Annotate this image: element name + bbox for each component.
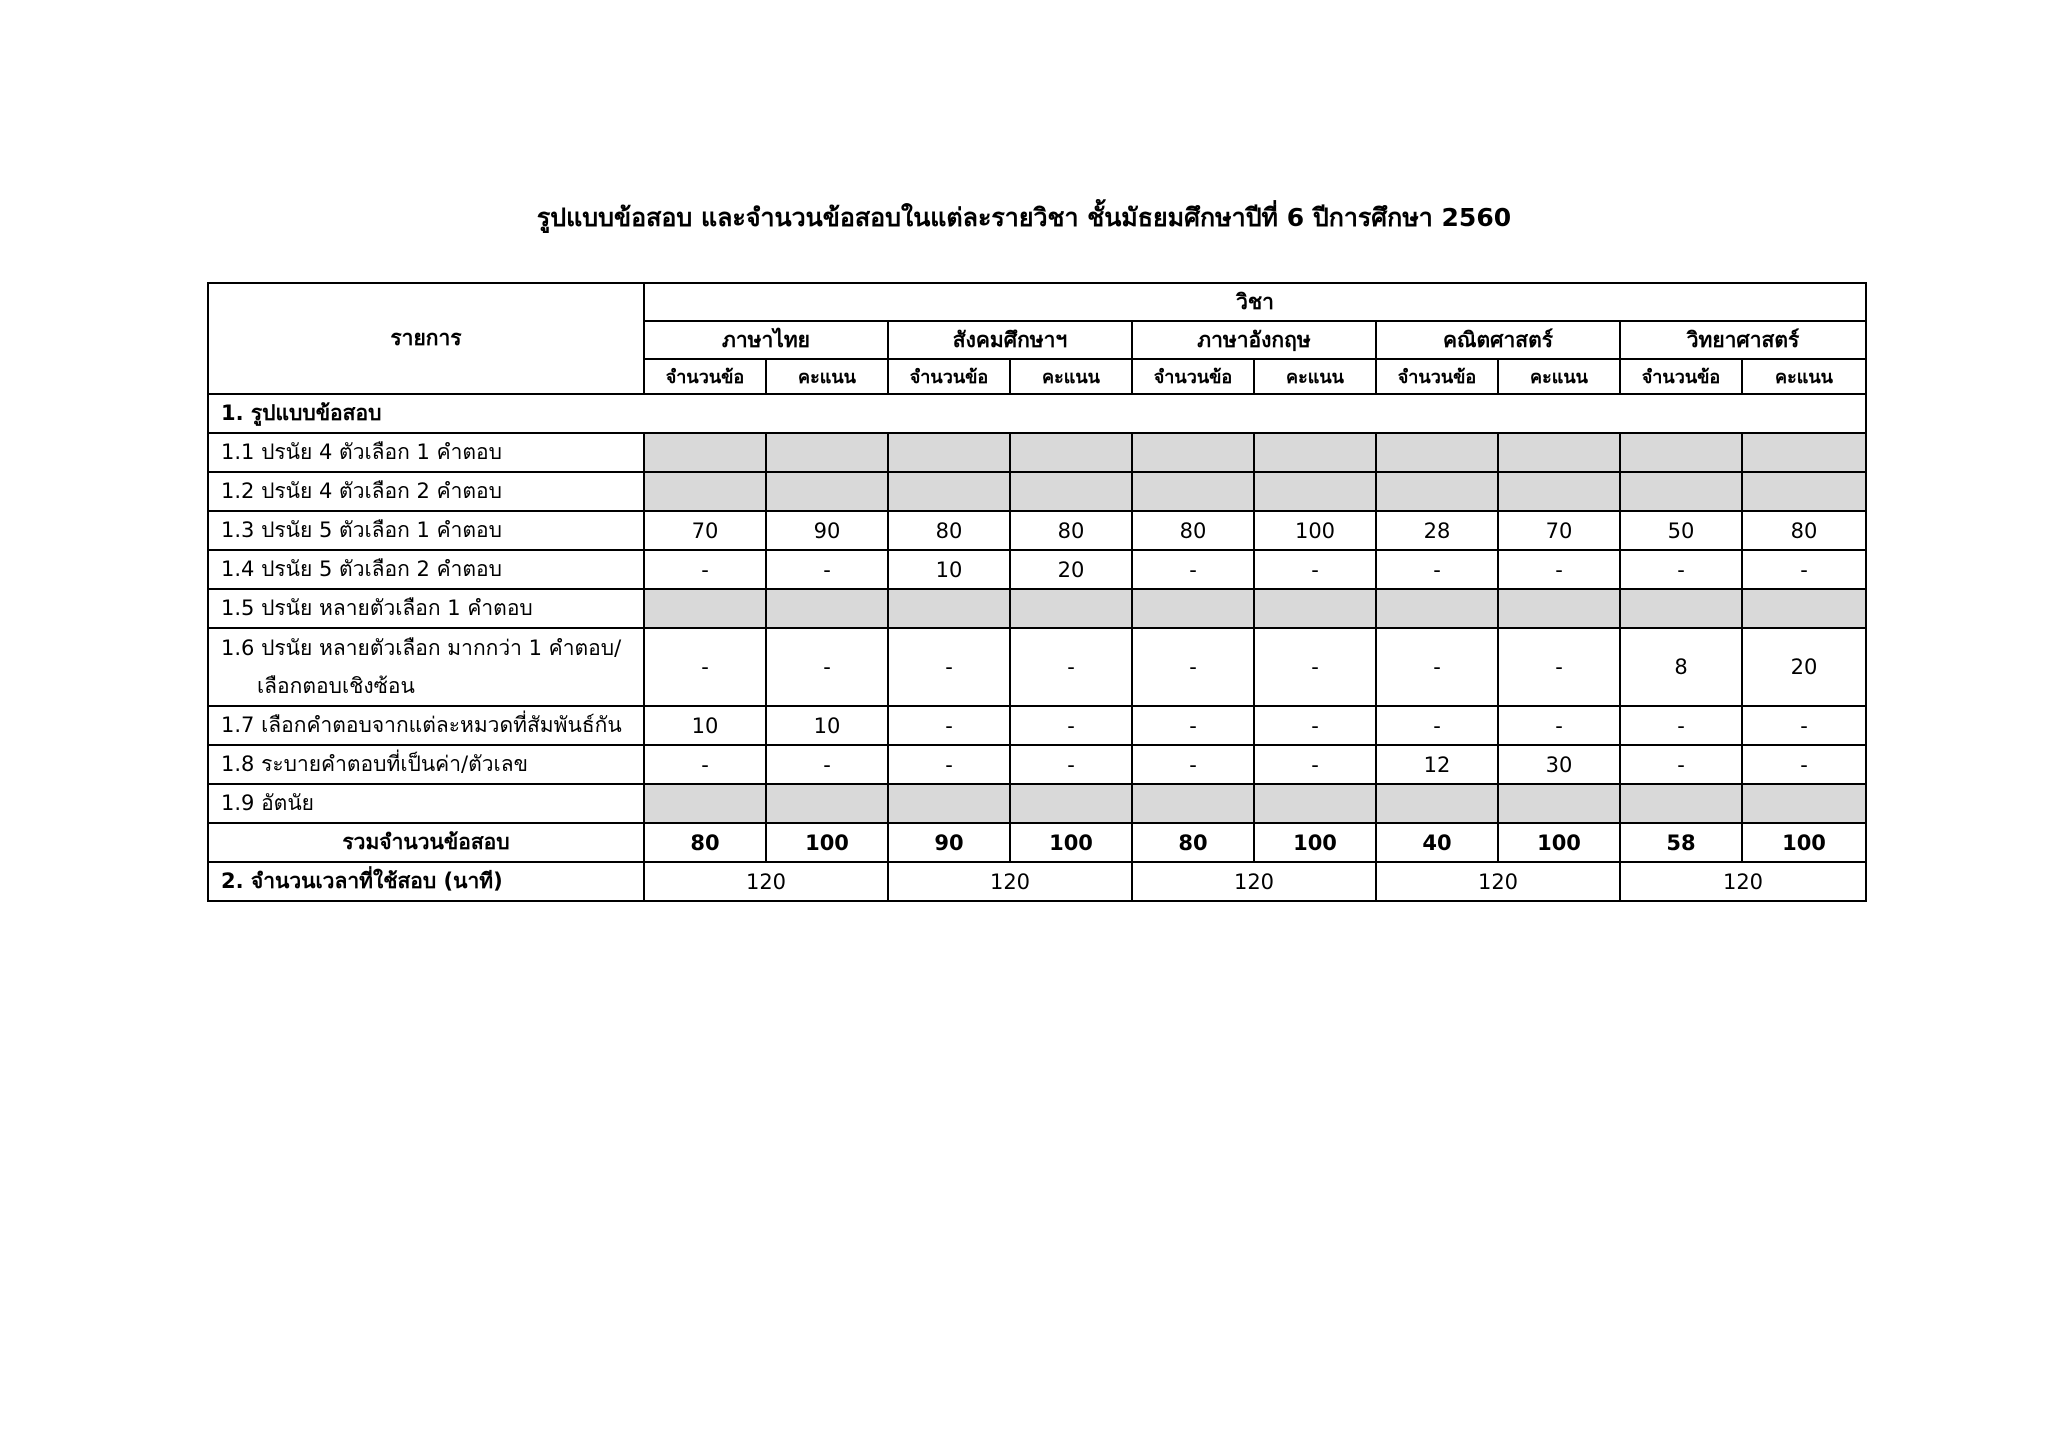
row-label: 1.7 เลือกคำตอบจากแต่ละหมวดที่สัมพันธ์กัน bbox=[208, 706, 644, 745]
cell-score: - bbox=[1254, 550, 1376, 589]
cell-score: 10 bbox=[766, 706, 888, 745]
subheader-count: จำนวนข้อ bbox=[1376, 359, 1498, 394]
cell-score: 20 bbox=[1010, 550, 1132, 589]
section-1-label: 1. รูปแบบข้อสอบ bbox=[208, 394, 1866, 433]
cell-count bbox=[1132, 472, 1254, 511]
subheader-count: จำนวนข้อ bbox=[644, 359, 766, 394]
subheader-count: จำนวนข้อ bbox=[1620, 359, 1742, 394]
table-row bbox=[208, 628, 1866, 706]
table-row bbox=[208, 589, 1866, 628]
cell-score bbox=[766, 433, 888, 472]
cell-score bbox=[1742, 589, 1866, 628]
total-score: 100 bbox=[1742, 823, 1866, 862]
row-label-line1: 1.6 ปรนัย หลายตัวเลือก มากกว่า 1 คำตอบ/ bbox=[221, 636, 622, 660]
total-score: 100 bbox=[1498, 823, 1620, 862]
cell-score bbox=[1742, 472, 1866, 511]
cell-count: 10 bbox=[644, 706, 766, 745]
cell-score bbox=[1742, 433, 1866, 472]
cell-count: 8 bbox=[1620, 628, 1742, 706]
cell-score: - bbox=[766, 745, 888, 784]
cell-count bbox=[644, 589, 766, 628]
subject-header-social: สังคมศึกษาฯ bbox=[888, 321, 1132, 359]
table-row bbox=[208, 433, 1866, 472]
cell-score: - bbox=[766, 628, 888, 706]
row-label: 1.5 ปรนัย หลายตัวเลือก 1 คำตอบ bbox=[208, 589, 644, 628]
table-row bbox=[208, 706, 1866, 745]
cell-count bbox=[1620, 784, 1742, 823]
total-score: 100 bbox=[1010, 823, 1132, 862]
cell-score: - bbox=[1498, 706, 1620, 745]
total-count: 80 bbox=[644, 823, 766, 862]
cell-count bbox=[1132, 589, 1254, 628]
cell-count bbox=[888, 433, 1010, 472]
subheader-count: จำนวนข้อ bbox=[888, 359, 1010, 394]
item-column-header: รายการ bbox=[208, 283, 644, 394]
cell-score: - bbox=[1010, 745, 1132, 784]
cell-score: 90 bbox=[766, 511, 888, 550]
subject-header-science: วิทยาศาสตร์ bbox=[1620, 321, 1866, 359]
cell-count bbox=[888, 472, 1010, 511]
cell-score: - bbox=[1742, 745, 1866, 784]
cell-count bbox=[1620, 472, 1742, 511]
cell-count: 50 bbox=[1620, 511, 1742, 550]
table-row bbox=[208, 745, 1866, 784]
cell-count: - bbox=[1620, 706, 1742, 745]
subheader-score: คะแนน bbox=[1010, 359, 1132, 394]
cell-score bbox=[1498, 433, 1620, 472]
cell-score: 20 bbox=[1742, 628, 1866, 706]
row-label: 1.1 ปรนัย 4 ตัวเลือก 1 คำตอบ bbox=[208, 433, 644, 472]
cell-count bbox=[1376, 589, 1498, 628]
cell-count bbox=[644, 784, 766, 823]
time-minutes: 120 bbox=[1376, 862, 1620, 901]
subheader-score: คะแนน bbox=[1254, 359, 1376, 394]
table-row bbox=[208, 784, 1866, 823]
time-label: 2. จำนวนเวลาที่ใช้สอบ (นาที) bbox=[208, 862, 644, 901]
cell-count: - bbox=[1132, 706, 1254, 745]
cell-score bbox=[1254, 784, 1376, 823]
section-row bbox=[208, 394, 1866, 433]
row-label-line2: เลือกตอบเชิงซ้อน bbox=[257, 674, 415, 698]
header-row-1 bbox=[208, 283, 1866, 321]
time-minutes: 120 bbox=[888, 862, 1132, 901]
total-count: 80 bbox=[1132, 823, 1254, 862]
cell-count bbox=[888, 784, 1010, 823]
cell-score: 70 bbox=[1498, 511, 1620, 550]
cell-score bbox=[1254, 589, 1376, 628]
cell-count: - bbox=[644, 550, 766, 589]
cell-score bbox=[766, 472, 888, 511]
cell-count: 70 bbox=[644, 511, 766, 550]
cell-score: - bbox=[1742, 706, 1866, 745]
cell-score: - bbox=[1254, 745, 1376, 784]
cell-count bbox=[1376, 433, 1498, 472]
subheader-score: คะแนน bbox=[1742, 359, 1866, 394]
cell-count bbox=[1132, 784, 1254, 823]
cell-score: - bbox=[1742, 550, 1866, 589]
time-row bbox=[208, 862, 1866, 901]
cell-score bbox=[1254, 472, 1376, 511]
cell-count bbox=[1620, 589, 1742, 628]
cell-count: - bbox=[1376, 628, 1498, 706]
cell-count bbox=[1376, 784, 1498, 823]
total-label: รวมจำนวนข้อสอบ bbox=[208, 823, 644, 862]
time-minutes: 120 bbox=[644, 862, 888, 901]
row-label: 1.8 ระบายคำตอบที่เป็นค่า/ตัวเลข bbox=[208, 745, 644, 784]
row-label: 1.9 อัตนัย bbox=[208, 784, 644, 823]
cell-count: 12 bbox=[1376, 745, 1498, 784]
cell-score: - bbox=[1498, 550, 1620, 589]
cell-count bbox=[1376, 472, 1498, 511]
cell-score bbox=[1010, 589, 1132, 628]
cell-score: - bbox=[1498, 628, 1620, 706]
cell-score bbox=[1498, 589, 1620, 628]
cell-count: - bbox=[1376, 706, 1498, 745]
cell-score bbox=[1010, 433, 1132, 472]
row-label bbox=[208, 628, 644, 706]
cell-count bbox=[888, 589, 1010, 628]
cell-score bbox=[1742, 784, 1866, 823]
cell-score: 80 bbox=[1742, 511, 1866, 550]
cell-count bbox=[644, 472, 766, 511]
cell-count bbox=[1620, 433, 1742, 472]
document-title: รูปแบบข้อสอบ และจำนวนข้อสอบในแต่ละรายวิชา ชั้นมัธยมศึกษาปีที่ 6 ปีการศึกษา 2560 bbox=[536, 203, 1512, 232]
cell-count bbox=[644, 433, 766, 472]
cell-count: - bbox=[644, 745, 766, 784]
cell-score: - bbox=[1254, 628, 1376, 706]
cell-count: 10 bbox=[888, 550, 1010, 589]
total-count: 58 bbox=[1620, 823, 1742, 862]
cell-score bbox=[1498, 784, 1620, 823]
cell-count bbox=[1132, 433, 1254, 472]
row-label: 1.4 ปรนัย 5 ตัวเลือก 2 คำตอบ bbox=[208, 550, 644, 589]
cell-score: - bbox=[1010, 706, 1132, 745]
cell-score bbox=[1010, 472, 1132, 511]
cell-count: - bbox=[888, 628, 1010, 706]
subheader-score: คะแนน bbox=[766, 359, 888, 394]
subject-group-header: วิชา bbox=[644, 283, 1866, 321]
cell-count: - bbox=[888, 745, 1010, 784]
cell-score bbox=[1254, 433, 1376, 472]
cell-score: 30 bbox=[1498, 745, 1620, 784]
cell-count: - bbox=[1376, 550, 1498, 589]
total-score: 100 bbox=[1254, 823, 1376, 862]
exam-format-table bbox=[207, 282, 1867, 902]
total-row bbox=[208, 823, 1866, 862]
cell-count: 80 bbox=[888, 511, 1010, 550]
cell-score: 100 bbox=[1254, 511, 1376, 550]
cell-score: - bbox=[1010, 628, 1132, 706]
cell-count: - bbox=[1132, 745, 1254, 784]
cell-count: - bbox=[888, 706, 1010, 745]
row-label: 1.3 ปรนัย 5 ตัวเลือก 1 คำตอบ bbox=[208, 511, 644, 550]
cell-score: 80 bbox=[1010, 511, 1132, 550]
cell-count: - bbox=[1620, 550, 1742, 589]
cell-score bbox=[1010, 784, 1132, 823]
table-row bbox=[208, 511, 1866, 550]
total-count: 90 bbox=[888, 823, 1010, 862]
cell-count: - bbox=[1132, 550, 1254, 589]
subject-header-english: ภาษาอังกฤษ bbox=[1132, 321, 1376, 359]
time-minutes: 120 bbox=[1620, 862, 1866, 901]
cell-score bbox=[1498, 472, 1620, 511]
table-row bbox=[208, 550, 1866, 589]
subheader-count: จำนวนข้อ bbox=[1132, 359, 1254, 394]
cell-count: 28 bbox=[1376, 511, 1498, 550]
cell-score: - bbox=[1254, 706, 1376, 745]
total-score: 100 bbox=[766, 823, 888, 862]
cell-count: - bbox=[1132, 628, 1254, 706]
subject-header-thai: ภาษาไทย bbox=[644, 321, 888, 359]
table-row bbox=[208, 472, 1866, 511]
total-count: 40 bbox=[1376, 823, 1498, 862]
subject-header-math: คณิตศาสตร์ bbox=[1376, 321, 1620, 359]
cell-count: 80 bbox=[1132, 511, 1254, 550]
cell-score bbox=[766, 589, 888, 628]
cell-count: - bbox=[644, 628, 766, 706]
time-minutes: 120 bbox=[1132, 862, 1376, 901]
cell-count: - bbox=[1620, 745, 1742, 784]
subheader-score: คะแนน bbox=[1498, 359, 1620, 394]
row-label: 1.2 ปรนัย 4 ตัวเลือก 2 คำตอบ bbox=[208, 472, 644, 511]
cell-score bbox=[766, 784, 888, 823]
cell-score: - bbox=[766, 550, 888, 589]
